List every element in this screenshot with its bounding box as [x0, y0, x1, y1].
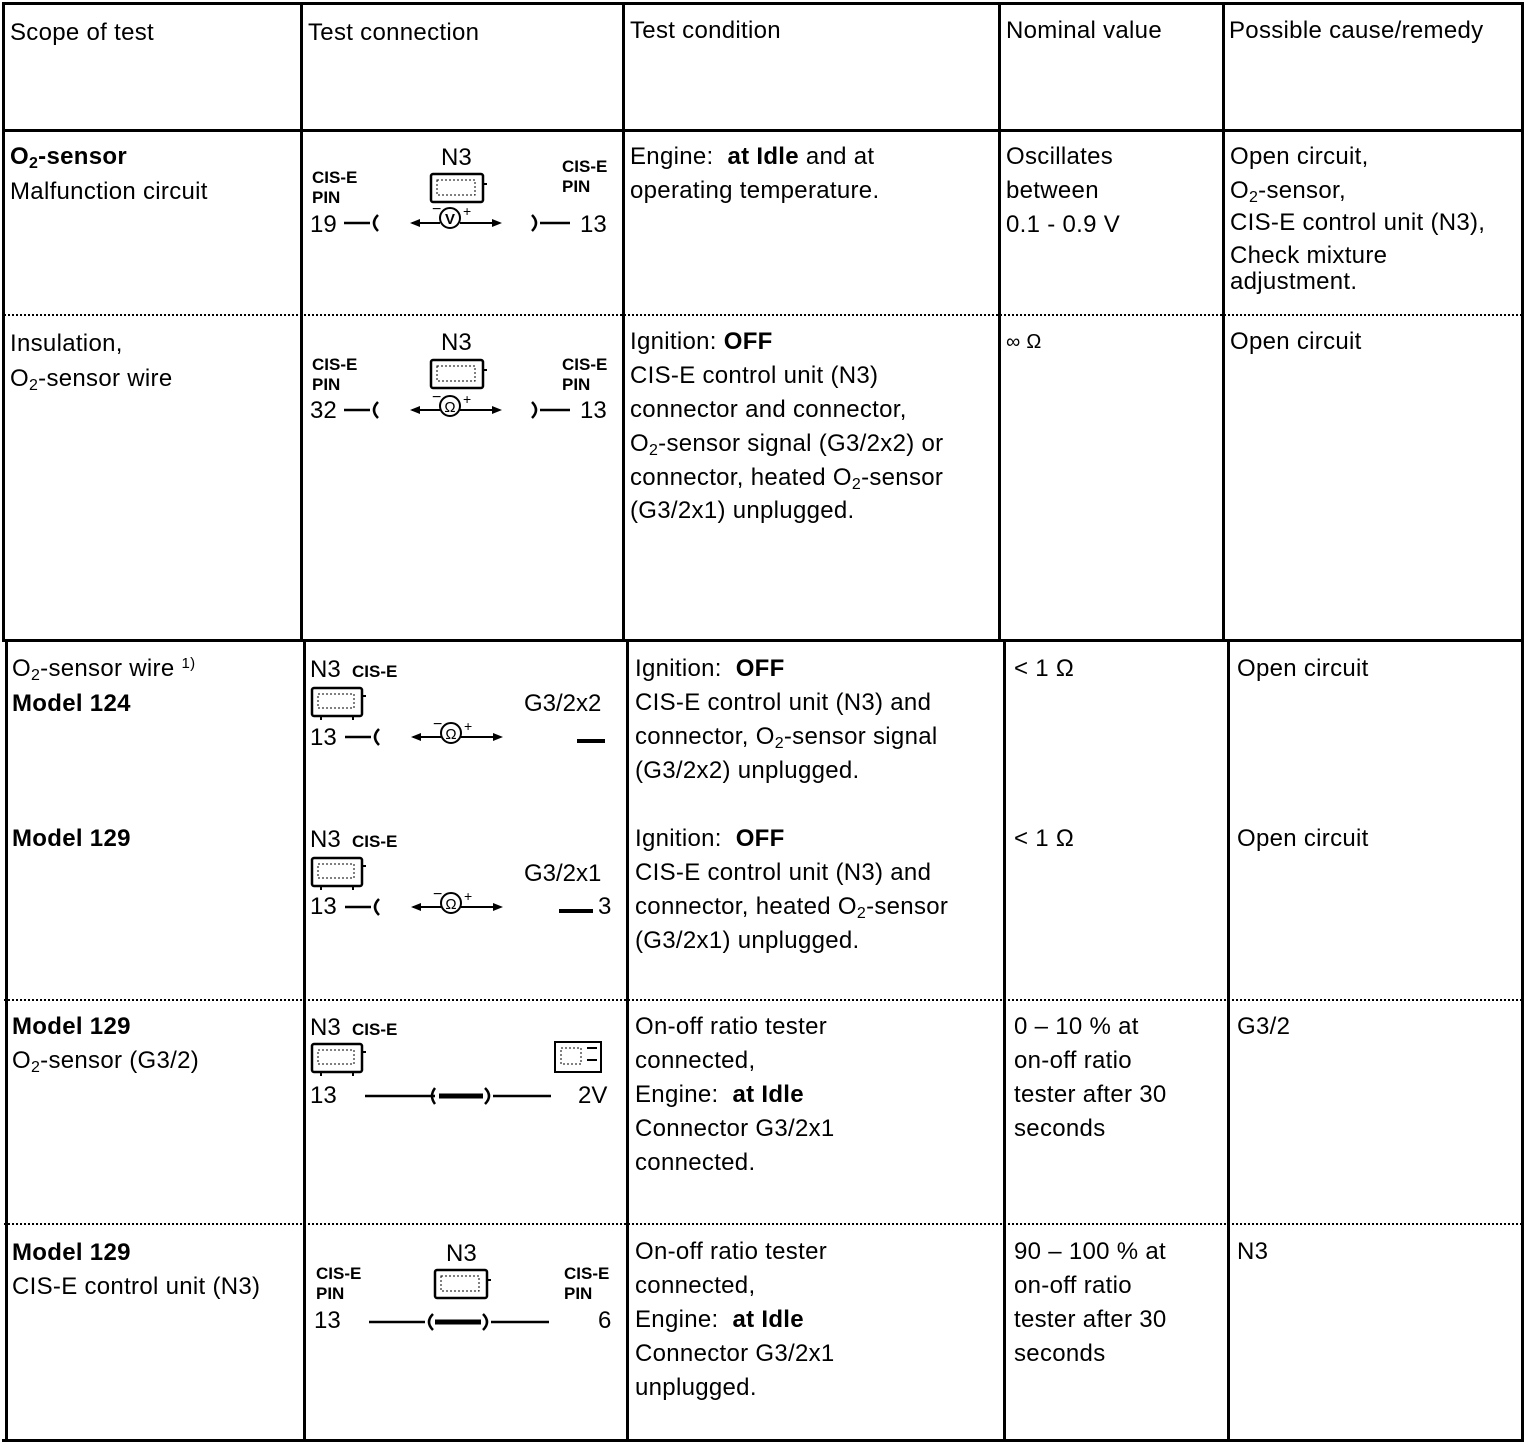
row3-ohmmeter-diagram — [303, 640, 625, 790]
table-border-bottom — [2, 1439, 1524, 1442]
row6-scope-line1: Model 129 — [12, 1239, 131, 1266]
row1-cause-line1: Open circuit, — [1230, 143, 1369, 170]
row6-cause: N3 — [1237, 1238, 1269, 1265]
row6-pin-left: PIN — [316, 1284, 345, 1303]
row1-nominal-line3: 0.1 - 0.9 V — [1006, 211, 1121, 238]
row3-cause: Open circuit — [1237, 655, 1369, 682]
header-condition: Test condition — [630, 17, 781, 44]
row3-condition-line3: connector, $O_2$-sensor signal — [635, 723, 938, 752]
row4-cis-e-label: CIS-E — [352, 832, 398, 851]
row1-scope-subtitle: Malfunction circuit — [10, 178, 208, 205]
row5-condition-line1: On-off ratio tester — [635, 1013, 828, 1040]
row6-cis-e-right: CIS-E — [564, 1264, 610, 1283]
svg-text:−: − — [432, 389, 442, 406]
row4-cause: Open circuit — [1237, 825, 1369, 852]
svg-text:+: + — [463, 391, 472, 407]
row1-nominal-line1: Oscillates — [1006, 143, 1114, 170]
row6-pin-right-number: 6 — [598, 1307, 612, 1334]
svg-text:+: + — [464, 718, 473, 734]
row1-pin-left: PIN — [312, 188, 341, 207]
col-border — [1521, 639, 1524, 1442]
col-border — [998, 2, 1001, 642]
row1-cis-e-left: CIS-E — [312, 168, 358, 187]
row1-scope-title: $O_2$-sensor — [10, 143, 127, 172]
row4-condition-line1: Ignition: OFF — [635, 825, 785, 852]
row5-n3-label: N3 — [310, 1014, 341, 1041]
row2-nominal: ∞ Ω — [1006, 331, 1042, 353]
row3-cis-e-label: CIS-E — [352, 662, 398, 681]
row1-cause-line5: adjustment. — [1230, 268, 1358, 295]
row1-condition-line2: operating temperature. — [630, 177, 880, 204]
svg-text:+: + — [464, 888, 473, 904]
header-scope: Scope of test — [10, 19, 154, 46]
svg-text:V: V — [444, 211, 456, 228]
row6-condition-line5: unplugged. — [635, 1374, 757, 1401]
row-divider — [4, 1223, 1522, 1225]
svg-text:−: − — [433, 716, 443, 733]
col-border — [5, 639, 8, 1442]
row6-cis-e-left: CIS-E — [316, 1264, 362, 1283]
row5-cause: G3/2 — [1237, 1013, 1291, 1040]
row2-pin-left: PIN — [312, 375, 341, 394]
row3-condition-line4: (G3/2x2) unplugged. — [635, 757, 860, 784]
row1-voltmeter-diagram — [300, 130, 622, 310]
row6-nominal-line1: 90 – 100 % at — [1014, 1238, 1167, 1265]
row5-scope-line2: $O_2$-sensor (G3/2) — [12, 1047, 200, 1076]
row4-ohmmeter-diagram — [303, 810, 625, 960]
col-border — [2, 2, 5, 642]
row2-condition-line5: connector, heated $O_2$-sensor — [630, 464, 944, 493]
ratio-tester-icon — [555, 1042, 601, 1072]
row1-cause-line3: CIS-E control unit (N3), — [1230, 209, 1486, 236]
row1-cis-e-right: CIS-E — [562, 157, 608, 176]
row2-condition-line3: connector and connector, — [630, 396, 907, 423]
row5-condition-line4: Connector G3/2x1 — [635, 1115, 835, 1142]
row2-pin-left-number: 32 — [310, 397, 337, 424]
row1-pin-left-number: 19 — [310, 211, 337, 238]
row1-condition-line1: Engine: at Idle and at — [630, 143, 875, 170]
row2-pin-right: PIN — [562, 375, 591, 394]
row5-pin-left-number: 13 — [310, 1082, 337, 1109]
row2-ohmmeter-diagram — [300, 316, 622, 496]
row6-condition-line4: Connector G3/2x1 — [635, 1340, 835, 1367]
row1-pin-right: PIN — [562, 177, 591, 196]
row4-pin-right-number: 3 — [598, 893, 612, 920]
table-border-top — [2, 2, 1524, 5]
row3-condition-line2: CIS-E control unit (N3) and — [635, 689, 932, 716]
row5-nominal-line4: seconds — [1014, 1115, 1106, 1142]
col-border — [1521, 2, 1524, 642]
svg-text:Ω: Ω — [445, 726, 457, 743]
col-border — [1227, 639, 1230, 1442]
row2-condition-line4: $O_2$-sensor signal (G3/2x2) or — [630, 430, 944, 459]
row4-condition-line4: (G3/2x1) unplugged. — [635, 927, 860, 954]
row1-pin-right-number: 13 — [580, 211, 607, 238]
col-border — [1222, 2, 1225, 642]
svg-text:+: + — [463, 203, 472, 219]
col-border — [626, 639, 629, 1442]
svg-text:Ω: Ω — [445, 896, 457, 913]
row-divider — [4, 314, 1522, 316]
row5-nominal-line1: 0 – 10 % at — [1014, 1013, 1139, 1040]
row3-scope-line2: Model 124 — [12, 690, 131, 717]
row2-condition-line6: (G3/2x1) unplugged. — [630, 497, 855, 524]
section-divider — [2, 639, 1524, 642]
svg-text:−: − — [433, 886, 443, 903]
row6-n3-label: N3 — [446, 1240, 477, 1267]
header-nominal: Nominal value — [1006, 17, 1162, 44]
row5-scope-line1: Model 129 — [12, 1013, 131, 1040]
row3-right-label: G3/2x2 — [524, 690, 602, 717]
row6-tester-diagram — [303, 1226, 625, 1356]
row1-cause-line4: Check mixture — [1230, 242, 1388, 269]
row5-condition-line5: connected. — [635, 1149, 756, 1176]
row6-nominal-line3: tester after 30 — [1014, 1306, 1167, 1333]
svg-text:−: − — [432, 201, 442, 218]
row6-condition-line1: On-off ratio tester — [635, 1238, 828, 1265]
row1-n3-label: N3 — [441, 144, 472, 171]
row5-tester-diagram — [303, 1000, 625, 1130]
row5-nominal-line3: tester after 30 — [1014, 1081, 1167, 1108]
row2-condition-line1: Ignition: OFF — [630, 328, 773, 355]
row-divider — [4, 999, 1522, 1001]
row2-condition-line2: CIS-E control unit (N3) — [630, 362, 879, 389]
row2-cis-e-right: CIS-E — [562, 355, 608, 374]
col-border — [1003, 639, 1006, 1442]
header-divider — [2, 129, 1524, 132]
row4-nominal: < 1 Ω — [1014, 825, 1075, 852]
row6-scope-line2: CIS-E control unit (N3) — [12, 1273, 261, 1300]
row3-nominal: < 1 Ω — [1014, 655, 1075, 682]
row5-nominal-line2: on-off ratio — [1014, 1047, 1132, 1074]
row1-cause-line2: $O_2$-sensor, — [1230, 177, 1346, 206]
row4-right-label: G3/2x1 — [524, 860, 602, 887]
row5-condition-line2: connected, — [635, 1047, 756, 1074]
row5-pin-right-number: 2V — [578, 1082, 608, 1109]
row3-scope-line1: $O_2$-sensor wire $^{1)}$ — [12, 655, 196, 684]
row5-cis-e-label: CIS-E — [352, 1020, 398, 1039]
row2-scope-line1: Insulation, — [10, 330, 123, 357]
row4-condition-line3: connector, heated $O_2$-sensor — [635, 893, 949, 922]
row6-pin-right: PIN — [564, 1284, 593, 1303]
row6-nominal-line4: seconds — [1014, 1340, 1106, 1367]
row5-condition-line3: Engine: at Idle — [635, 1081, 804, 1108]
row6-condition-line2: connected, — [635, 1272, 756, 1299]
row6-pin-left-number: 13 — [314, 1307, 341, 1334]
row2-cause: Open circuit — [1230, 328, 1362, 355]
row4-pin-left-number: 13 — [310, 893, 337, 920]
row1-nominal-line2: between — [1006, 177, 1099, 204]
row4-condition-line2: CIS-E control unit (N3) and — [635, 859, 932, 886]
row2-n3-label: N3 — [441, 329, 472, 356]
row4-scope: Model 129 — [12, 825, 131, 852]
row4-n3-label: N3 — [310, 826, 341, 853]
row2-pin-right-number: 13 — [580, 397, 607, 424]
row3-condition-line1: Ignition: OFF — [635, 655, 785, 682]
row3-pin-left-number: 13 — [310, 724, 337, 751]
header-cause: Possible cause/remedy — [1229, 17, 1484, 44]
svg-text:Ω: Ω — [444, 399, 456, 416]
col-border — [622, 2, 625, 642]
header-connection: Test connection — [308, 19, 480, 46]
row6-nominal-line2: on-off ratio — [1014, 1272, 1132, 1299]
row6-condition-line3: Engine: at Idle — [635, 1306, 804, 1333]
row2-cis-e-left: CIS-E — [312, 355, 358, 374]
row2-scope-line2: $O_2$-sensor wire — [10, 365, 173, 394]
row3-n3-label: N3 — [310, 656, 341, 683]
